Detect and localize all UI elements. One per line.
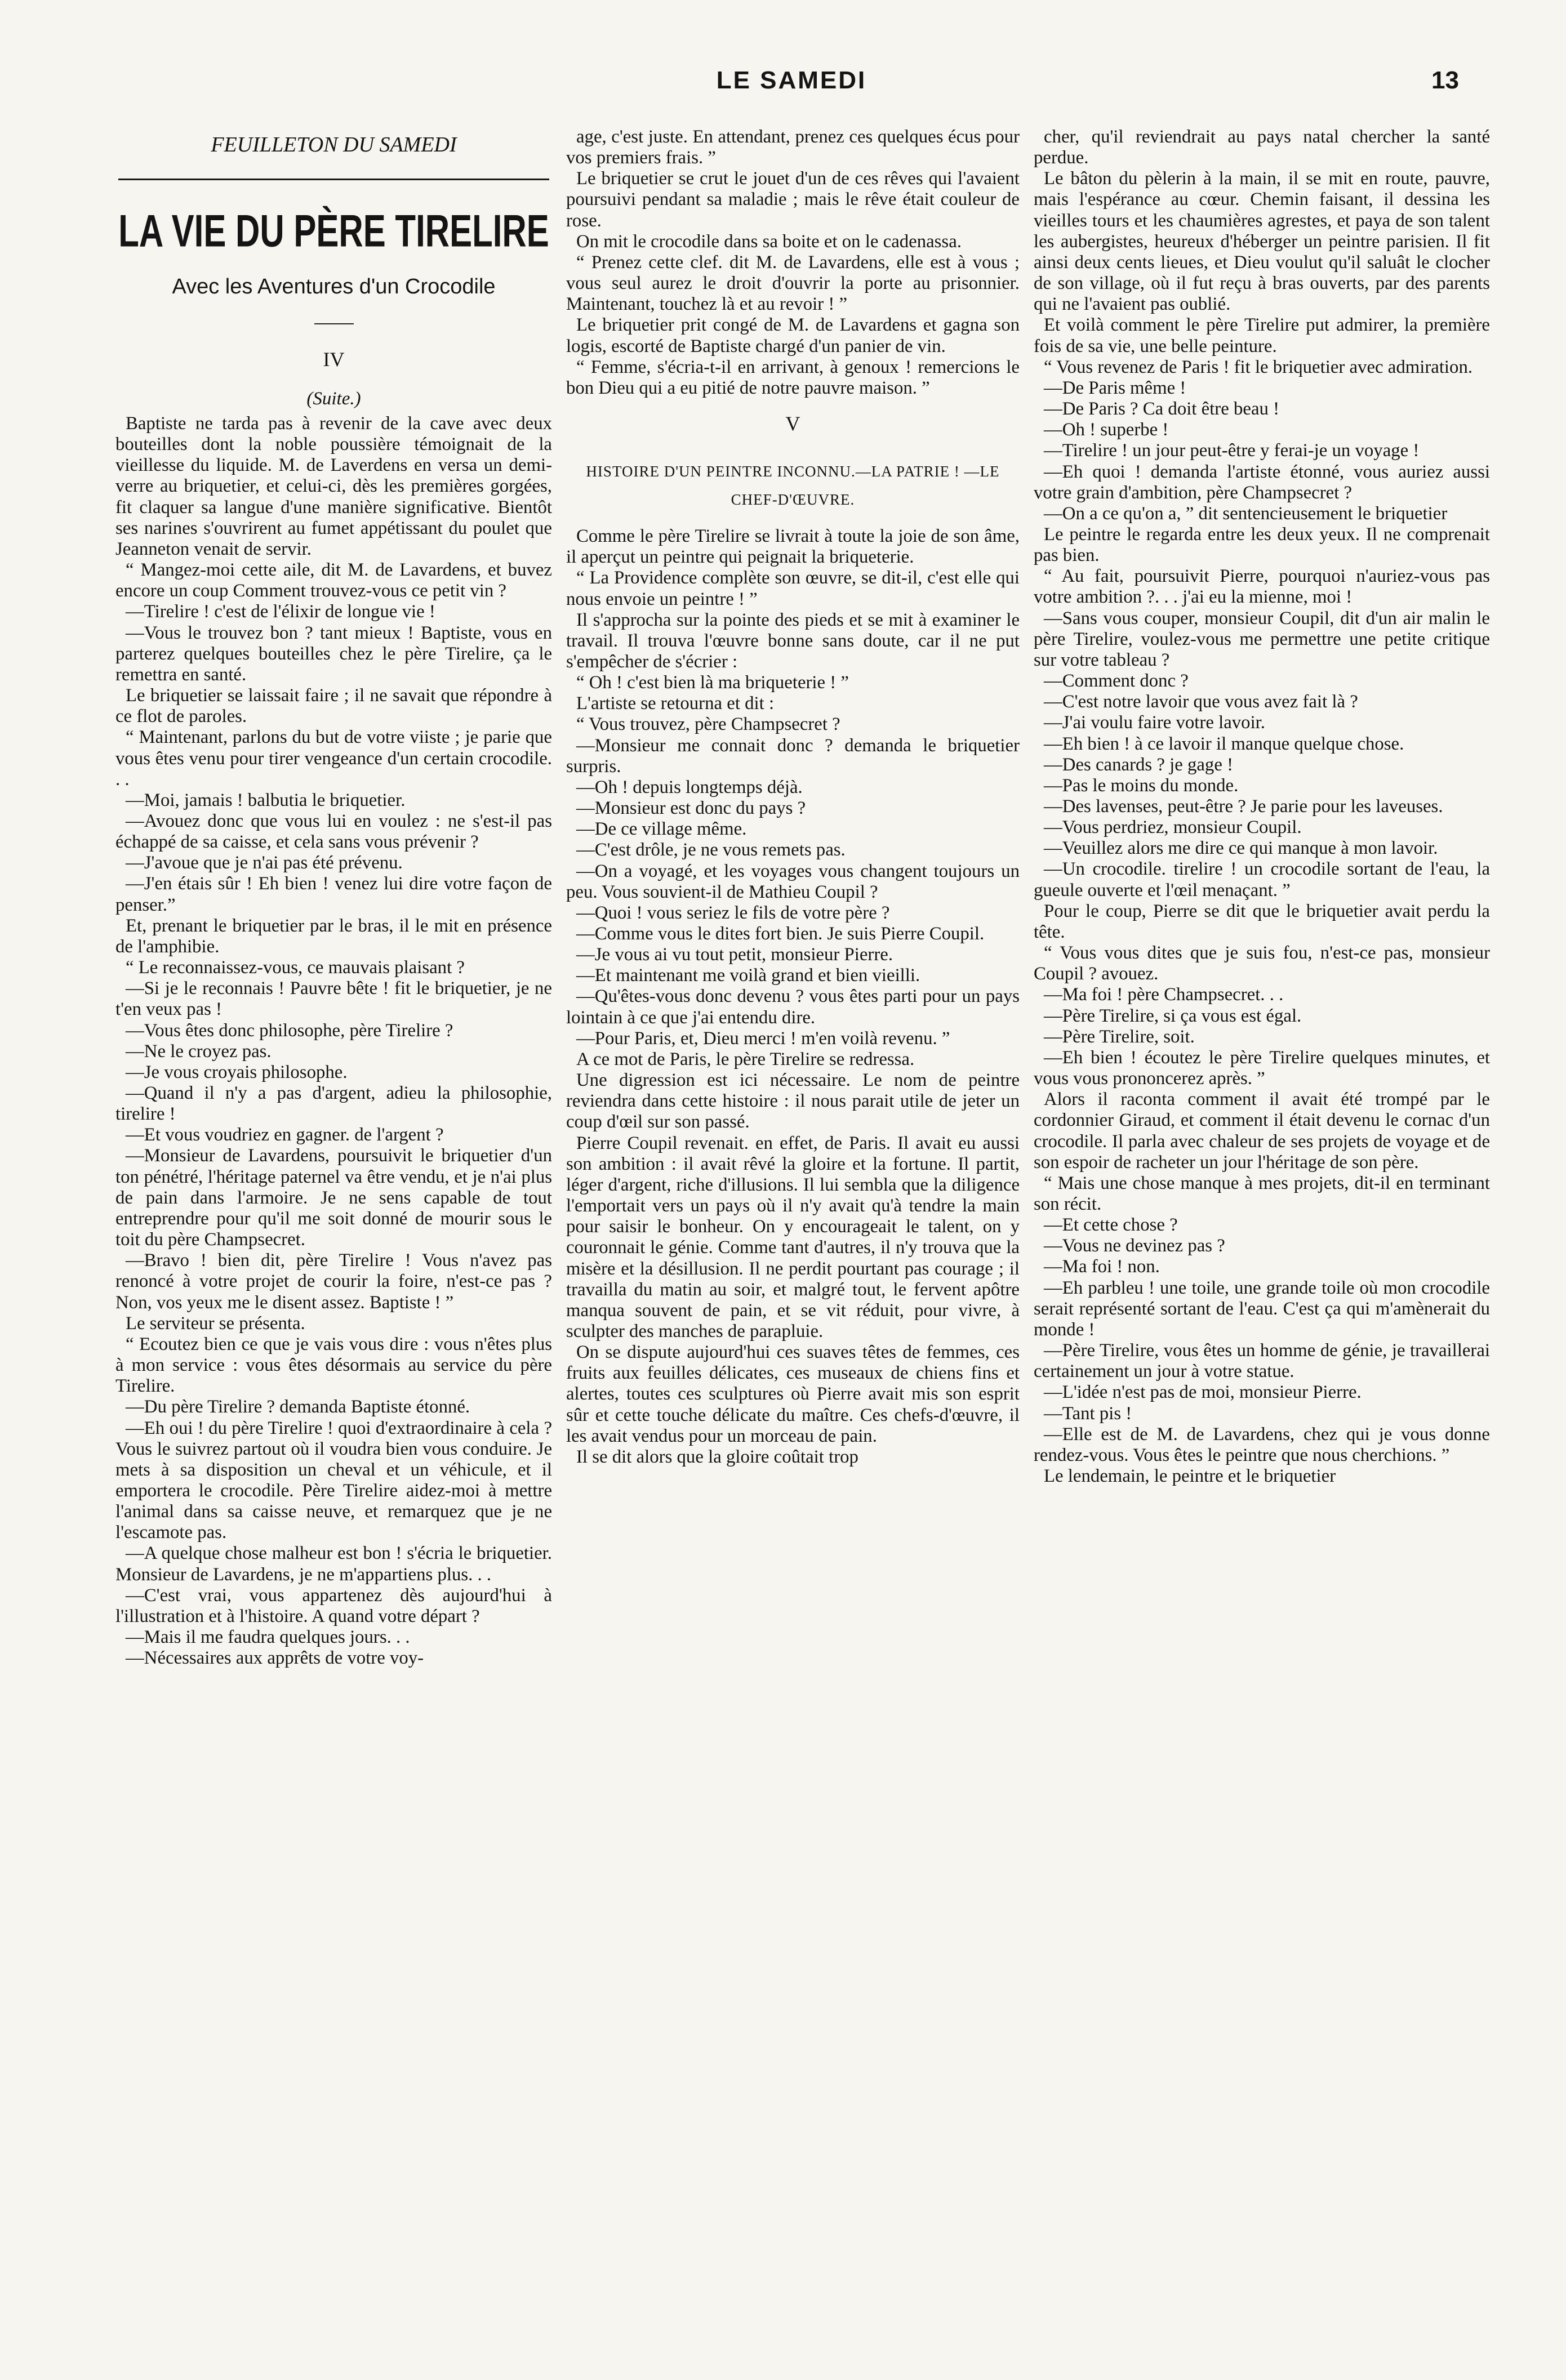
paragraph: Le serviteur se présenta.	[126, 1313, 305, 1334]
paragraph: —Un crocodile. tirelire ! un crocodile sortant de l'eau, la gueule ouverte et l'œil menaçant. ”	[1034, 859, 1490, 901]
paragraph: Alors il raconta comment il avait été trompé par le cordonnier Giraud, et comment il était devenu le cornac d'un crocodile. Il parla avec chaleur de ses projets de voyage et de son espoir de racheter un jour l'héritage de son père.	[1034, 1089, 1490, 1173]
article-subtitle: Avec les Aventures d'un Crocodile	[172, 275, 496, 298]
paragraph: —Je vous croyais philosophe.	[126, 1062, 348, 1082]
paragraph: —Mais il me faudra quelques jours. . .	[126, 1627, 410, 1648]
paragraph: On se dispute aujourd'hui ces suaves têtes de femmes, ces fruits aux feuilles délicates, ces museaux de chiens fins et alertes, toutes ces sculptures où Pierre avait mis son esprit sûr et cette touche délicate du maître. Ces chefs-d'œuvre, il les avait vendus pour un morceau de pain.	[566, 1342, 1020, 1446]
page-number: 13	[1431, 66, 1459, 94]
paragraph: —Tirelire ! un jour peut-être y ferai-je un voyage !	[1044, 440, 1420, 461]
paragraph: —Père Tirelire, soit.	[1044, 1026, 1195, 1047]
paragraph: Il s'approcha sur la pointe des pieds et se mit à examiner le travail. Il trouva l'œuvre bonne sans doute, car il ne put s'empêcher de s'écrier :	[566, 609, 1020, 672]
short-divider	[314, 323, 354, 324]
paragraph: —On a voyagé, et les voyages vous changent toujours un peu. Vous souvient-il de Mathieu Coupil ?	[566, 861, 1020, 902]
column-2-text-a	[566, 127, 1020, 399]
chapter-number-5: V	[785, 412, 800, 435]
paragraph: age, c'est juste. En attendant, prenez ces quelques écus pour vos premiers frais. ”	[566, 127, 1020, 168]
paragraph: Le briquetier se crut le jouet d'un de ces rêves qui l'avaient poursuivi pendant sa maladie ; mais le rêve était couleur de rose.	[566, 168, 1020, 231]
page-header	[113, 66, 1470, 114]
paragraph: “ Oh ! c'est bien là ma briqueterie ! ”	[576, 672, 849, 693]
paragraph: —Qu'êtes-vous donc devenu ? vous êtes parti pour un pays lointain à ce que j'ai entendu dire.	[566, 986, 1020, 1028]
paragraph: —Eh quoi ! demanda l'artiste étonné, vous auriez aussi votre grain d'ambition, père Champsecret ?	[1034, 461, 1490, 503]
paragraph: “ Prenez cette clef. dit M. de Lavardens, elle est à vous ; vous seul aurez le droit d'ouvrir la porte au prisonnier. Maintenant, touchez là et au revoir ! ”	[566, 252, 1020, 315]
paragraph: —Eh oui ! du père Tirelire ! quoi d'extraordinaire à cela ? Vous le suivrez partout où il voudra bien vous conduire. Je mets à sa disposition un cheval et un véhicule, et il emportera le crocodile. Père Tirelire aidez-moi à mettre l'animal dans sa caisse neuve, et remarquez que je ne l'escamote pas.	[115, 1418, 552, 1543]
paragraph: —Quand il n'y a pas d'argent, adieu la philosophie, tirelire !	[115, 1083, 552, 1125]
paragraph: “ Ecoutez bien ce que je vais vous dire : vous n'êtes plus à mon service : vous êtes désormais au service du père Tirelire.	[115, 1334, 552, 1397]
paragraph: —C'est vrai, vous appartenez dès aujourd'hui à l'illustration et à l'histoire. A quand votre départ ?	[115, 1585, 552, 1626]
paragraph: Baptiste ne tarda pas à revenir de la cave avec deux bouteilles dont la noble poussière témoignait de la vieillesse du liquide. M. de Laverdens en versa un demi-verre au briquetier, et celui-ci, dès les premières gorgées, fit claquer sa langue d'une manière significative. Bientôt ses narines s'ouvrirent au fumet appétissant du poulet que Jeanneton venait de servir.	[115, 413, 552, 559]
paragraph: —On a ce qu'on a, ” dit sentencieusement le briquetier	[1044, 503, 1448, 524]
paragraph: —Sans vous couper, monsieur Coupil, dit d'un air malin le père Tirelire, voulez-vous me permettre une petite critique sur votre tableau ?	[1034, 608, 1490, 670]
paragraph: —L'idée n'est pas de moi, monsieur Pierre.	[1044, 1382, 1362, 1403]
newspaper-title: LE SAMEDI	[716, 66, 867, 94]
paragraph: —Ma foi ! non.	[1044, 1256, 1160, 1277]
paragraph: Une digression est ici nécessaire. Le nom de peintre reviendra dans cette histoire : il nous parait utile de jeter un coup d'œil sur son passé.	[566, 1070, 1020, 1133]
paragraph: —C'est notre lavoir que vous avez fait là ?	[1044, 692, 1358, 712]
paragraph: —Tant pis !	[1044, 1403, 1132, 1424]
paragraph: —Monsieur me connait donc ? demanda le briquetier surpris.	[566, 735, 1020, 777]
paragraph: —Du père Tirelire ? demanda Baptiste étonné.	[126, 1397, 470, 1418]
paragraph: —Avouez donc que vous lui en voulez : ne s'est-il pas échappé de sa caisse, et cela sans vous prévenir ?	[115, 810, 552, 853]
paragraph: —Ne le croyez pas.	[126, 1041, 272, 1062]
paragraph: Et, prenant le briquetier par le bras, il le mit en présence de l'amphibie.	[115, 915, 552, 957]
paragraph: Le bâton du pèlerin à la main, il se mit en route, pauvre, mais l'espérance au cœur. Chemin faisant, il dessina les vieilles tours et les chaumières agrestes, et paya de son talent les aubergistes, heureux d'héberger un peintre parisien. Il fit ainsi deux cents lieues, et Dieu voulut qu'il saluât le clocher de son village, où il fut reçu à bras ouverts, par des parents qui ne l'avaient pas oublié.	[1034, 168, 1490, 315]
paragraph: —Pas le moins du monde.	[1044, 775, 1239, 796]
paragraph: —Eh bien ! à ce lavoir il manque quelque chose.	[1044, 733, 1404, 754]
paragraph: —Oh ! superbe !	[1044, 420, 1169, 440]
article-title: LA VIE DU PÈRE TIRELIRE	[118, 205, 549, 257]
paragraph: —Vous êtes donc philosophe, père Tirelire ?	[126, 1020, 453, 1041]
paragraph: “ Femme, s'écria-t-il en arrivant, à genoux ! remercions le bon Dieu qui a eu pitié de notre pauvre maison. ”	[566, 356, 1020, 398]
paragraph: —De Paris même !	[1044, 377, 1186, 398]
paragraph: Le briquetier se laissait faire ; il ne savait que répondre à ce flot de paroles.	[115, 685, 552, 727]
column-3	[1034, 127, 1490, 2334]
paragraph: L'artiste se retourna et dit :	[576, 693, 775, 714]
chapter-number: IV	[323, 348, 345, 371]
paragraph: Le briquetier prit congé de M. de Lavardens et gagna son logis, escorté de Baptiste chargé d'un panier de vin.	[566, 315, 1020, 356]
paragraph: —Monsieur de Lavardens, poursuivit le briquetier d'un ton pénétré, l'héritage paternel va être vendu, et je n'ai plus de pain dans l'armoire. Je ne sens capable de tout entreprendre pour qu'il me soit donné de mourir sous le toit du père Champsecret.	[115, 1146, 552, 1250]
paragraph: Et voilà comment le père Tirelire put admirer, la première fois de sa vie, une belle peinture.	[1034, 315, 1490, 356]
paragraph: —Des lavenses, peut-être ? Je parie pour les laveuses.	[1044, 796, 1443, 817]
paragraph: Il se dit alors que la gloire coûtait trop	[576, 1446, 858, 1467]
paragraph: —Quoi ! vous seriez le fils de votre père ?	[576, 902, 890, 923]
paragraph: “ La Providence complète son œuvre, se dit-il, c'est elle qui nous envoie un peintre ! ”	[566, 568, 1020, 609]
paragraph: “ Maintenant, parlons du but de votre viiste ; je parie que vous êtes venu pour tirer vengeance d'un certain crocodile. . .	[115, 727, 552, 790]
paragraph: —Père Tirelire, si ça vous est égal.	[1044, 1005, 1302, 1026]
column-1	[115, 127, 552, 2334]
paragraph: —J'avoue que je n'ai pas été prévenu.	[126, 853, 403, 873]
paragraph: —De ce village même.	[576, 819, 747, 840]
column-2	[566, 127, 1020, 2334]
paragraph: —Et cette chose ?	[1044, 1215, 1178, 1236]
paragraph: Comme le père Tirelire se livrait à toute la joie de son âme, il aperçut un peintre qui peignait la briqueterie.	[566, 526, 1020, 568]
paragraph: cher, qu'il reviendrait au pays natal chercher la santé perdue.	[1034, 127, 1490, 168]
column-1-text	[115, 413, 552, 1669]
paragraph: “ Mangez-moi cette aile, dit M. de Lavardens, et buvez encore un coup Comment trouvez-vous ce petit vin ?	[115, 560, 552, 601]
paragraph: —Comment donc ?	[1044, 671, 1189, 692]
feuilleton-label: FEUILLETON DU SAMEDI	[211, 133, 457, 157]
paragraph: —Elle est de M. de Lavardens, chez qui je vous donne rendez-vous. Vous êtes le peintre que nous cherchions. ”	[1034, 1424, 1490, 1465]
paragraph: —Vous le trouvez bon ? tant mieux ! Baptiste, vous en parterez quelques bouteilles chez le père Tirelire, ça le remettra en santé.	[115, 622, 552, 685]
paragraph: —Et vous voudriez en gagner. de l'argent ?	[126, 1125, 444, 1146]
paragraph: A ce mot de Paris, le père Tirelire se redressa.	[576, 1049, 915, 1069]
paragraph: —A quelque chose malheur est bon ! s'écria le briquetier. Monsieur de Lavardens, je ne m'appartiens plus. . .	[115, 1543, 552, 1585]
paragraph: —Moi, jamais ! balbutia le briquetier.	[126, 790, 406, 810]
paragraph: —Eh parbleu ! une toile, une grande toile où mon crocodile serait représenté sortant de l'eau. C'est ça qui m'amènerait du monde !	[1034, 1277, 1490, 1340]
paragraph: —Si je le reconnais ! Pauvre bête ! fit le briquetier, je ne t'en veux pas !	[115, 978, 552, 1020]
column-3-text	[1034, 127, 1490, 1487]
paragraph: —Bravo ! bien dit, père Tirelire ! Vous n'avez pas renoncé à votre projet de courir la foire, n'est-ce pas ? Non, vos yeux me le disent assez. Baptiste ! ”	[115, 1250, 552, 1313]
paragraph: Pour le coup, Pierre se dit que le briquetier avait perdu la tête.	[1034, 901, 1490, 942]
paragraph: “ Le reconnaissez-vous, ce mauvais plaisant ?	[126, 957, 465, 978]
paragraph: —De Paris ? Ca doit être beau !	[1044, 399, 1280, 420]
paragraph: —Vous ne devinez pas ?	[1044, 1236, 1225, 1256]
column-2-text-b	[566, 526, 1020, 1468]
title-rule	[118, 179, 549, 180]
paragraph: Le lendemain, le peintre et le briquetier	[1044, 1466, 1336, 1486]
paragraph: —Oh ! depuis longtemps déjà.	[576, 777, 803, 797]
paragraph: —Veuillez alors me dire ce qui manque à mon lavoir.	[1044, 838, 1438, 859]
paragraph: “ Mais une chose manque à mes projets, dit-il en terminant son récit.	[1034, 1173, 1490, 1214]
paragraph: “ Vous trouvez, père Champsecret ?	[576, 714, 840, 735]
paragraph: —Comme vous le dites fort bien. Je suis Pierre Coupil.	[576, 924, 985, 944]
paragraph: “ Vous revenez de Paris ! fit le briquetier avec admiration.	[1044, 356, 1473, 377]
paragraph: “ Au fait, poursuivit Pierre, pourquoi n'auriez-vous pas votre ambition ?. . . j'ai eu la mienne, moi !	[1034, 566, 1490, 608]
paragraph: —C'est drôle, je ne vous remets pas.	[576, 840, 846, 861]
paragraph: —J'ai voulu faire votre lavoir.	[1044, 712, 1265, 733]
paragraph: Pierre Coupil revenait. en effet, de Paris. Il avait eu aussi son ambition : il avait rêvé la gloire et la fortune. Il partit, léger d'argent, riche d'illusions. Il lui sembla que la diligence l'emportait vers un pays où il n'y avait qu'à tendre la main pour saisir le bonheur. On y encourageait le talent, on y couronnait le génie. Comme tant d'autres, il n'y trouva que la misère et la désillusion. Il ne perdit pourtant pas courage ; il travailla du matin au soir, et malgré tout, le fervent apôtre manqua souvent de pain, et se vit réduit, pour vivre, à sculpter des manches de parapluie.	[566, 1133, 1020, 1341]
paragraph: —Je vous ai vu tout petit, monsieur Pierre.	[576, 944, 893, 965]
paragraph: —Des canards ? je gage !	[1044, 754, 1234, 775]
paragraph: Le peintre le regarda entre les deux yeux. Il ne comprenait pas bien.	[1034, 524, 1490, 566]
paragraph: On mit le crocodile dans sa boite et on le cadenassa.	[576, 231, 962, 252]
paragraph: —Vous perdriez, monsieur Coupil.	[1044, 817, 1302, 838]
paragraph: —Monsieur est donc du pays ?	[576, 798, 806, 819]
paragraph: —Et maintenant me voilà grand et bien vieilli.	[576, 965, 920, 986]
chapter-continuation: (Suite.)	[306, 389, 361, 409]
paragraph: —Nécessaires aux apprêts de votre voy-	[126, 1648, 424, 1669]
paragraph: —Eh bien ! écoutez le père Tirelire quelques minutes, et vous vous prononcerez après. ”	[1034, 1047, 1490, 1089]
paragraph: —J'en étais sûr ! Eh bien ! venez lui dire votre façon de penser.”	[115, 873, 552, 915]
paragraph: —Tirelire ! c'est de l'élixir de longue vie !	[126, 601, 435, 622]
paragraph: —Père Tirelire, vous êtes un homme de génie, je travaillerai certainement un jour à votre statue.	[1034, 1340, 1490, 1382]
paragraph: —Ma foi ! père Champsecret. . .	[1044, 984, 1284, 1005]
chapter-heading: HISTOIRE D'UN PEINTRE INCONNU.—LA PATRIE ! —LE CHEF-D'ŒUVRE.	[586, 463, 1000, 509]
paragraph: —Pour Paris, et, Dieu merci ! m'en voilà revenu. ”	[576, 1028, 950, 1049]
paragraph: “ Vous vous dites que je suis fou, n'est-ce pas, monsieur Coupil ? avouez.	[1034, 943, 1490, 984]
